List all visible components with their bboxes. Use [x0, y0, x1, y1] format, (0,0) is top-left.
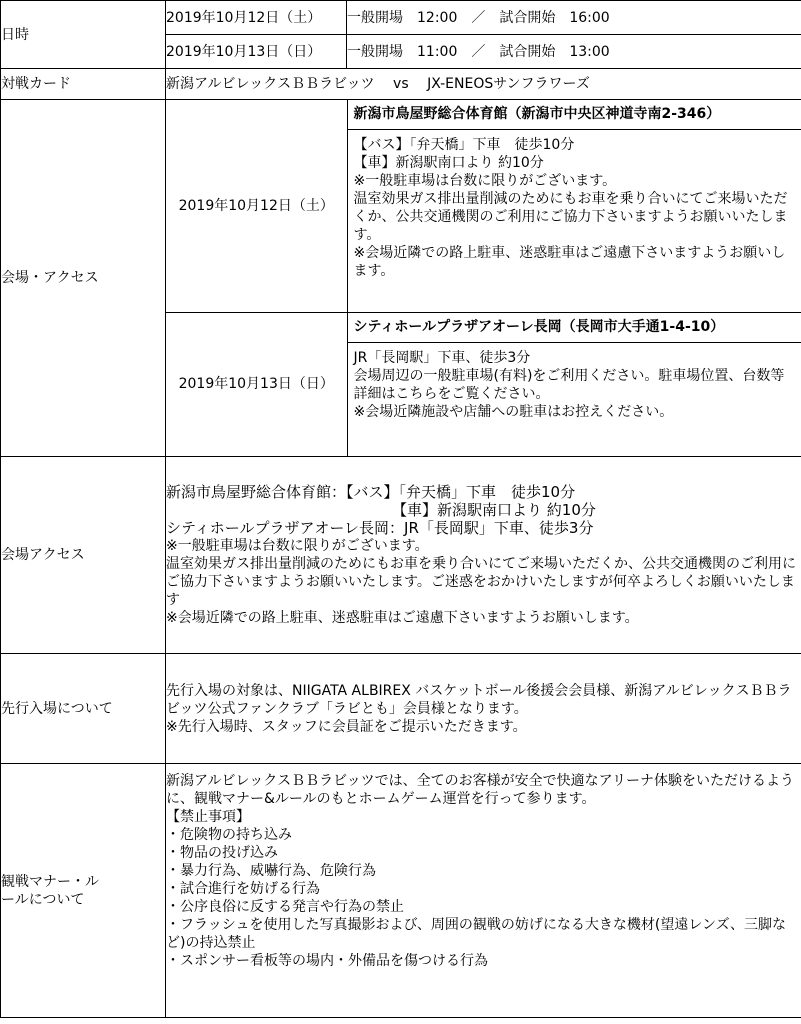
datetime-date-1: 2019年10月12日（土） [166, 1, 347, 35]
venue-subtable [166, 100, 801, 456]
venue-1-line: 【バス】「弁天橋」下車 徒歩10分 [353, 137, 575, 153]
manners-intro: 新潟アルビレックスＢＢラビッツでは、全てのお客様が安全で快適なアリーナ体験をいただけるように、観戦マナー&ルールのもとホームゲーム運営を行って参ります。 [166, 773, 795, 807]
early-entry-line: 先行入場の対象は、NIIGATA ALBIREX バスケットボール後援会会員様、新潟アルビレックスＢＢラビッツ公式ファンクラブ「ラビとも」会員様となります。 [166, 682, 792, 717]
venue-body-2 [348, 343, 801, 424]
venue-title-1: 新潟市鳥屋野総合体育館（新潟市中央区神道寺南2-346） [348, 100, 801, 130]
manners-content [166, 764, 801, 1018]
manners-label-text: 観戦マナー・ルールについて [1, 873, 99, 908]
venue-1-line: 【車】新潟駅南口より 約10分 [353, 155, 544, 171]
matchup-value: 新潟アルビレックスＢＢラビッツ vs JX-ENEOSサンフラワーズ [166, 69, 801, 100]
early-entry-label: 先行入場について [1, 654, 166, 764]
manners-item: ・試合進行を妨げる行為 [166, 881, 320, 897]
manners-item: ・暴力行為、威嚇行為、危険行為 [166, 863, 376, 879]
access2-line: 新潟市鳥屋野総合体育館：【バス】「弁天橋」下車 徒歩10分 [166, 483, 576, 501]
manners-item: ・フラッシュを使用した写真撮影および、周囲の観戦の妨げになる大きな機材(望遠レンズ、三脚など)の持込禁止 [166, 917, 786, 951]
manners-item: ・危険物の持ち込み [166, 827, 292, 843]
venue-2-line: 会場周辺の一般駐車場(有料)をご利用ください。駐車場位置、台数等詳細はこちらをご覧ください。 [353, 367, 785, 402]
venue-access-cell [166, 100, 801, 457]
venue-date-2: 2019年10月13日（日） [166, 312, 347, 456]
access2-row [1, 457, 801, 654]
datetime-times-1: 一般開場 12:00 ／ 試合開始 16:00 [347, 1, 801, 35]
early-entry-content [166, 654, 801, 764]
manners-item: ・スポンサー看板等の場内・外備品を傷つける行為 [166, 953, 488, 969]
access2-line: ※会場近隣での路上駐車、迷惑駐車はご遠慮下さいますようお願いします。 [166, 610, 639, 626]
access2-label: 会場アクセス [1, 457, 166, 654]
access2-line: 温室効果ガス排出量削減のためにもお車を乗り合いにてご来場いただくか、公共交通機関のご利用にご協力下さいますようお願いいたします。ご迷惑をおかけいたしますが何卒よろしくお願いいたします [166, 556, 796, 608]
venue-detail-1 [347, 100, 801, 312]
manners-label [1, 764, 166, 1018]
venue-access-row [1, 100, 801, 457]
early-entry-line: ※先行入場時、スタッフに会員証をご提示いただきます。 [166, 718, 527, 735]
matchup-row [1, 69, 801, 100]
access2-content [166, 457, 801, 654]
manners-row [1, 764, 801, 1018]
datetime-label: 日時 [1, 1, 166, 69]
venue-2-line: JR「長岡駅」下車、徒歩3分 [353, 349, 531, 366]
venue-title-2: シティホールプラザアオーレ長岡（長岡市大手通1-4-10） [348, 313, 801, 343]
venue-date-1: 2019年10月12日（土） [166, 100, 347, 312]
datetime-row-1 [1, 1, 801, 35]
venue-1-line: ※会場近隣での路上駐車、迷惑駐車はご遠慮下さいますようお願いします。 [353, 245, 786, 279]
datetime-date-2: 2019年10月13日（日） [166, 35, 347, 69]
early-entry-row [1, 654, 801, 764]
access2-line: 【車】新潟駅南口より 約10分 [392, 501, 596, 519]
venue-1-line: 温室効果ガス排出量削減のためにもお車を乗り合いにてご来場いただくか、公共交通機関のご利用にご協力下さいますようお願いいたします。 [353, 191, 788, 243]
manners-item: ・公序良俗に反する発言や行為の禁止 [166, 899, 404, 915]
datetime-times-2: 一般開場 11:00 ／ 試合開始 13:00 [347, 35, 801, 69]
venue-body-1 [348, 130, 801, 283]
manners-item: ・物品の投げ込み [166, 845, 278, 861]
manners-heading: 【禁止事項】 [166, 809, 250, 825]
venue-row-2 [166, 312, 801, 456]
venue-1-line: ※一般駐車場は台数に限りがございます。 [353, 173, 617, 189]
matchup-label: 対戦カード [1, 69, 166, 100]
venue-access-label: 会場・アクセス [1, 100, 166, 457]
venue-2-line: ※会場近隣施設や店舗への駐車はお控えください。 [353, 403, 674, 420]
venue-detail-2 [347, 312, 801, 456]
access2-line: ※一般駐車場は台数に限りがございます。 [166, 538, 429, 554]
venue-row-1 [166, 100, 801, 312]
access2-line: シティホールプラザアオーレ長岡：JR「長岡駅」下車、徒歩3分 [166, 519, 594, 537]
